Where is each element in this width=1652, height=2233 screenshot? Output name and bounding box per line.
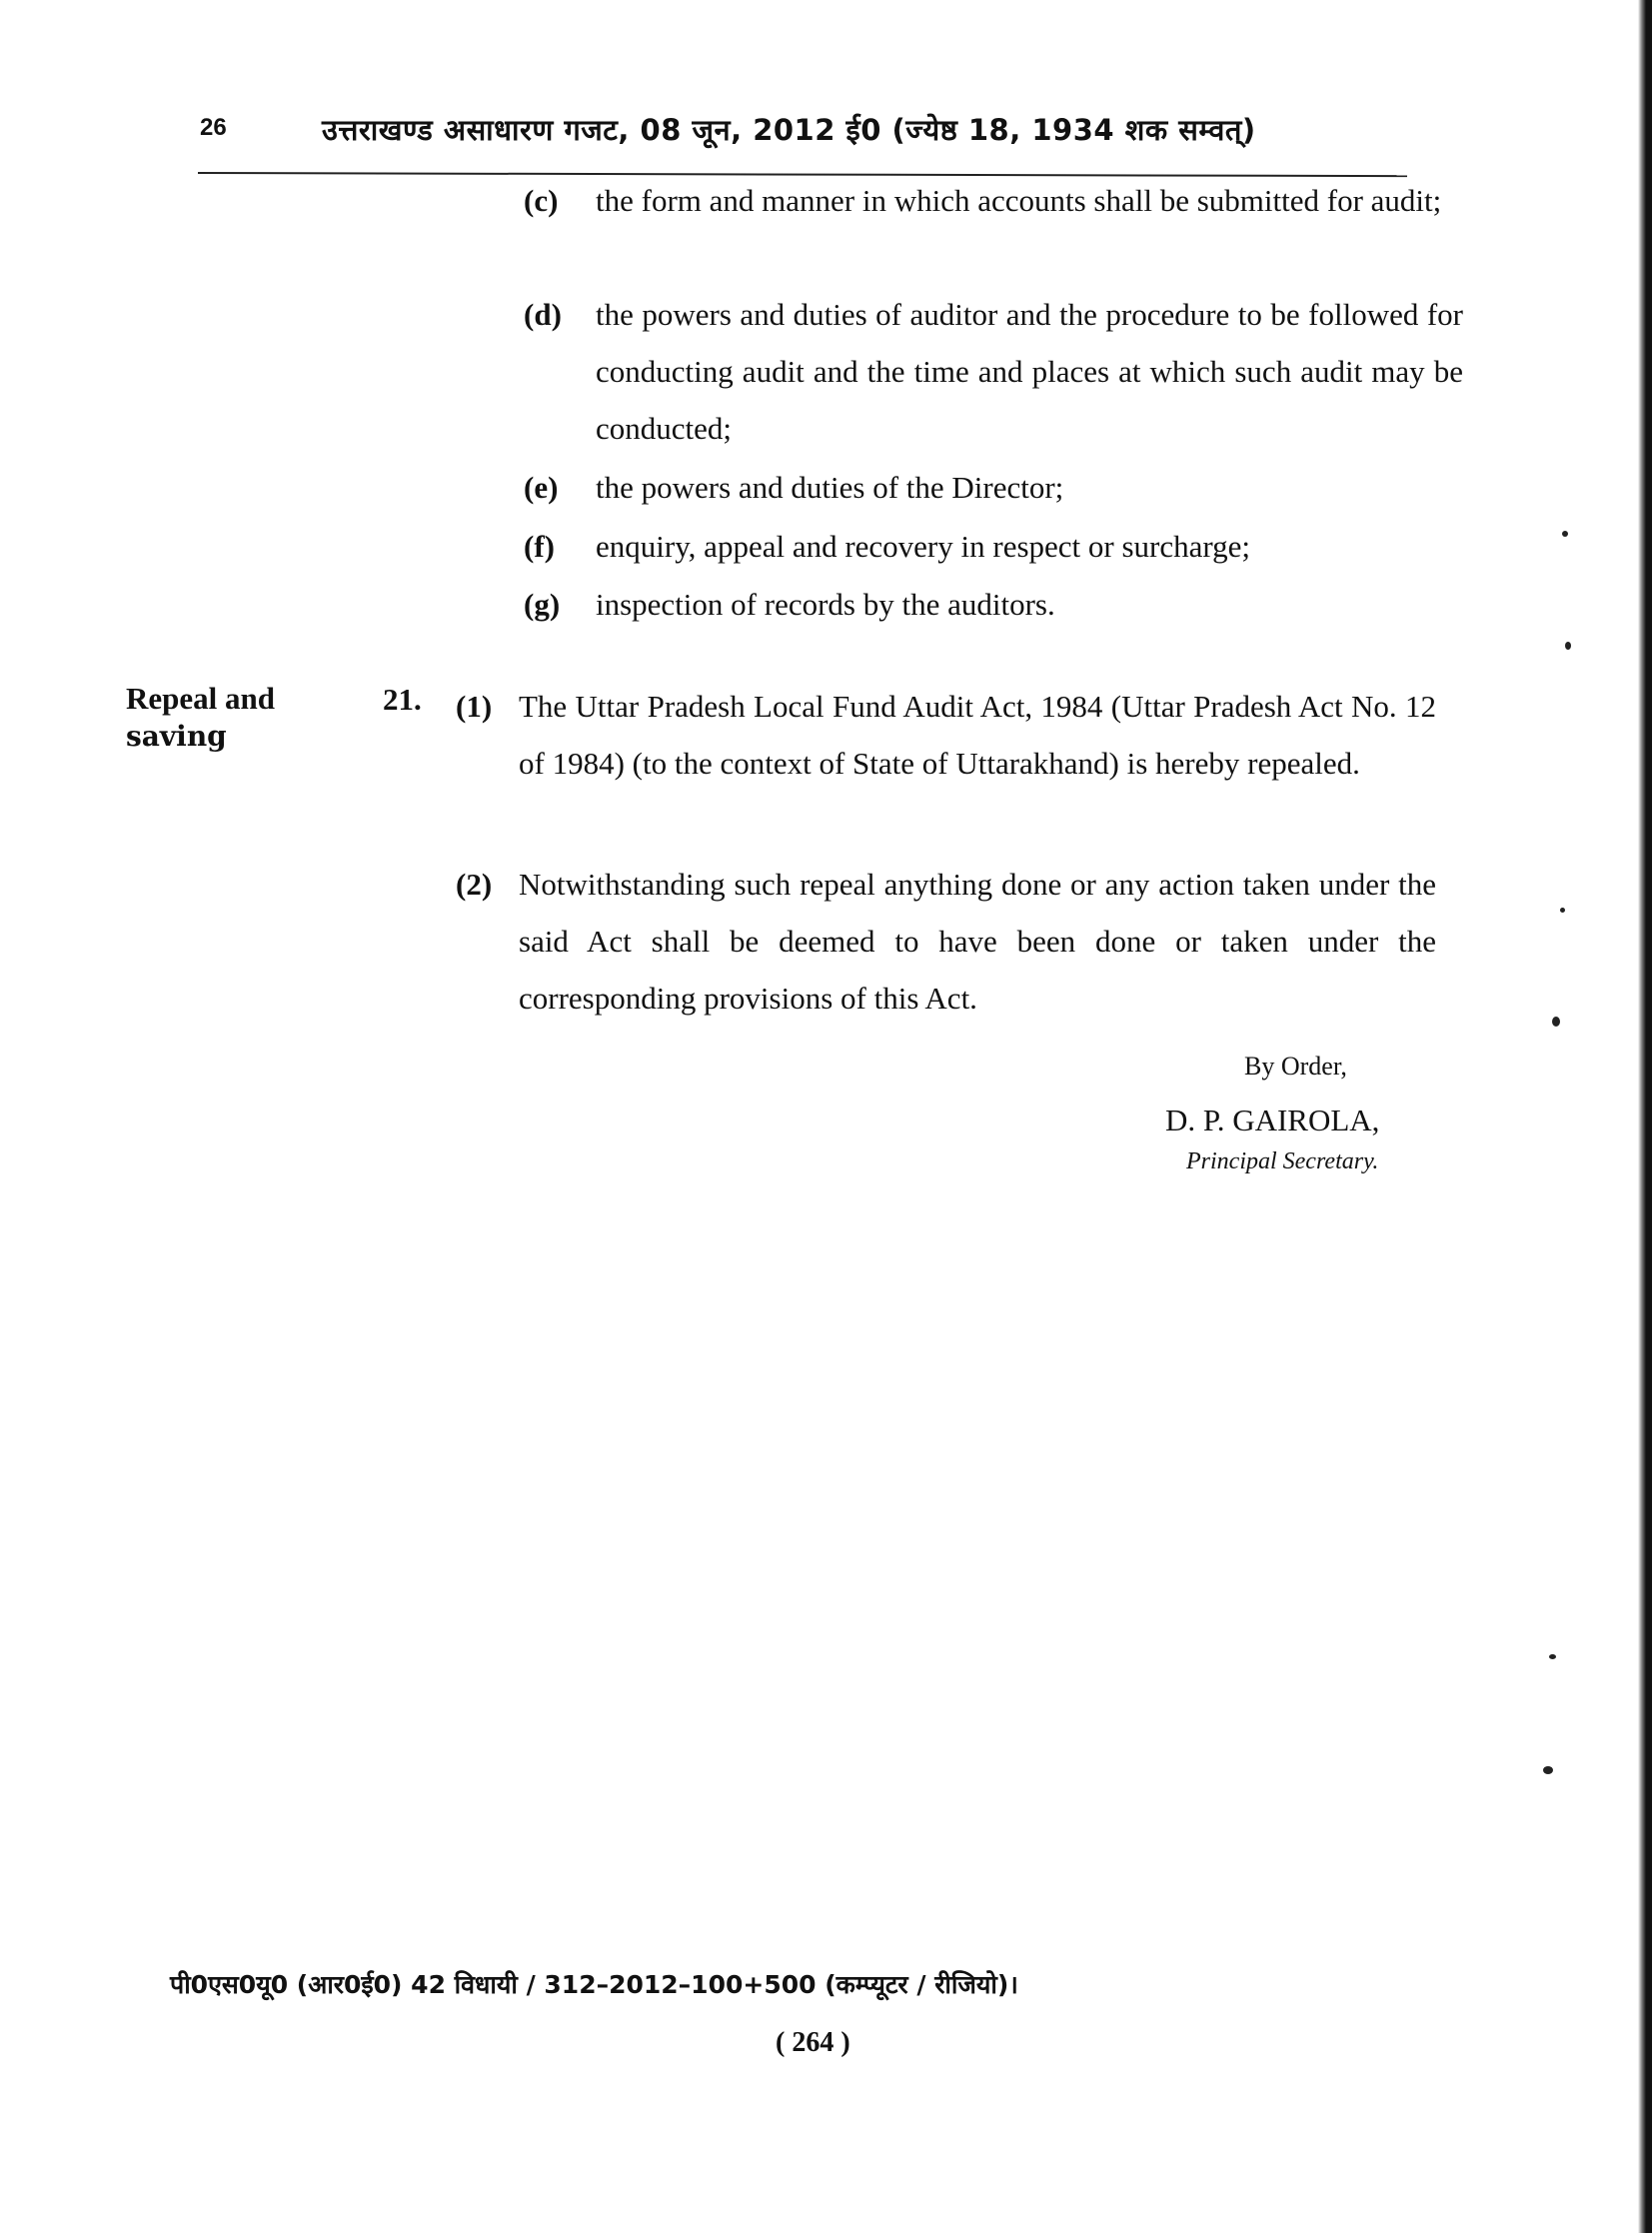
footer-imprint: पी0एस0यू0 (आर0ई0) 42 विधायी / 312–2012–100+500 (कम्प्यूटर / रीजियो)। [170, 1970, 1018, 1999]
margin-heading-line2: saving [126, 720, 227, 753]
signatory-name: D. P. GAIROLA, [1165, 1103, 1380, 1137]
subsection-text: The Uttar Pradesh Local Fund Audit Act, 1984 (Uttar Pradesh Act No. 12 of 1984) (to the context of State of Uttarakhand) is hereby repealed. [519, 689, 1436, 781]
scan-speck [1543, 1766, 1553, 1774]
scan-speck [1565, 642, 1571, 650]
item-text: the powers and duties of the Director; [596, 470, 1064, 505]
subsection-text: Notwithstanding such repeal anything done or any action taken under the said Act shall be deemed to have been done or taken under the corresponding provisions of this Act. [519, 867, 1436, 1016]
subsection-label: (2) [456, 867, 493, 902]
margin-heading [126, 680, 275, 756]
by-order: By Order, [1244, 1052, 1347, 1081]
item-label: (g) [524, 587, 561, 622]
scan-speck [1549, 1654, 1556, 1659]
item-label: (e) [524, 470, 559, 505]
scan-edge-shadow [1638, 0, 1652, 2233]
scan-speck [1560, 908, 1565, 913]
scan-speck [1552, 1017, 1560, 1027]
scan-speck [1562, 531, 1568, 537]
item-text: enquiry, appeal and recovery in respect or surcharge; [596, 529, 1251, 564]
margin-heading-line1: Repeal and [126, 681, 275, 716]
subsection-label: (1) [456, 689, 493, 724]
item-label: (c) [524, 183, 559, 218]
page-number: 26 [200, 114, 227, 141]
item-text: inspection of records by the auditors. [596, 587, 1055, 622]
item-label: (d) [524, 297, 562, 332]
item-text: the powers and duties of auditor and the procedure to be followed for conducting audit and the time and places at which such audit may be conducted; [596, 297, 1463, 446]
section-number: 21. [383, 682, 422, 717]
item-label: (f) [524, 529, 555, 564]
item-text: the form and manner in which accounts shall be submitted for audit; [596, 183, 1442, 218]
signatory-title: Principal Secretary. [1186, 1148, 1379, 1174]
footer-page-number: ( 264 ) [776, 2027, 850, 2058]
gazette-header: उत्तराखण्ड असाधारण गजट, 08 जून, 2012 ई0 (ज्येष्ठ 18, 1934 शक सम्वत्) [322, 113, 1256, 147]
